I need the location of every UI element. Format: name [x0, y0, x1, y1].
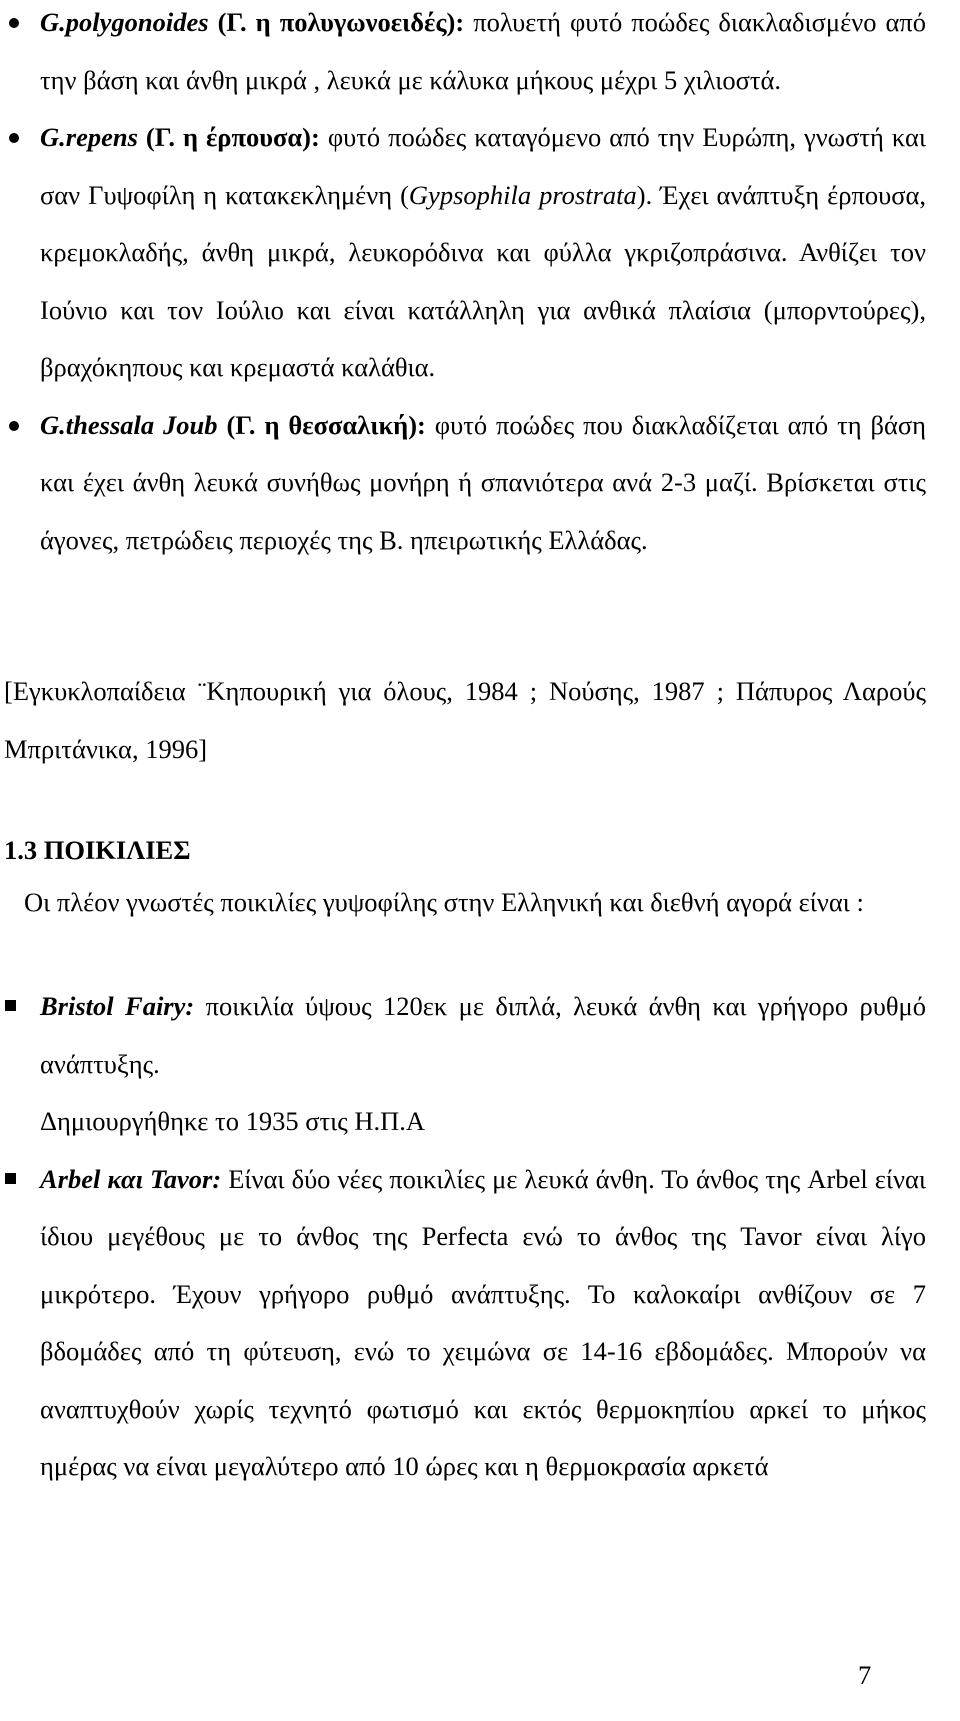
bullet-icon [9, 133, 19, 143]
species-description: φυτό ποώδες που διακλαδίζεται από τη βάση και έχει άνθη λευκά συνήθως μονήρη ή σπανιότερα ανά 2-3 μαζί. Βρίσκεται στις άγονες, πετρώδεις περιοχές της Β. ηπειρωτικής Ελλάδας. [40, 409, 927, 555]
species-name: G.repens [40, 122, 138, 152]
variety-description: ποικιλία ύψους 120εκ με διπλά, λευκά άνθη και γρήγορο ρυθμό ανάπτυξης. [40, 991, 927, 1079]
species-item-polygonoides [40, 0, 926, 109]
bullet-icon [9, 421, 19, 431]
references: [Εγκυκλοπαίδεια ¨Κηπουρική για όλους, 1984 ; Νούσης, 1987 ; Πάπυρος Λαρούς Μπριτάνικα, 1996] [4, 676, 926, 764]
species-list [40, 0, 926, 569]
variety-description: Είναι δύο νέες ποικιλίες με λευκά άνθη. Το άνθος της Arbel είναι ίδιου μεγέθους με το άνθος της Perfecta ενώ το άνθος της Tavor είναι λίγο μικρότερο. Έχουν γρήγορο ρυθμό ανάπτυξης. Το καλοκαίρι ανθίζουν σε 7 βδομάδες από τη φύτευση, ενώ το χειμώνα σε 14-16 εβδομάδες. Μπορούν να αναπτυχθούν χωρίς τεχνητό φωτισμό και εκτός θερμοκηπίου αρκεί το μήκος ημέρας να είναι μεγαλύτερο από 10 ώρες και η θερμοκρασία αρκετά [40, 1163, 926, 1481]
variety-name: Arbel και Tavor: [40, 1163, 222, 1194]
variety-list [40, 978, 926, 1496]
variety-name: Bristol Fairy: [40, 991, 195, 1021]
species-common-name: (Γ. η πολυγωνοειδές): [217, 7, 465, 37]
species-common-name: (Γ. η θεσσαλική): [226, 409, 426, 440]
section-heading: 1.3 ΠΟΙΚΙΛΙΕΣ [4, 835, 191, 865]
page-number: 7 [858, 1660, 872, 1690]
species-name: G.thessala Joub [40, 409, 218, 440]
variety-item-arbel-tavor [40, 1151, 926, 1496]
bullet-icon [9, 18, 19, 28]
variety-item-bristol-fairy [40, 978, 926, 1093]
species-synonym: Gypsophila prostrata [408, 179, 637, 210]
species-item-thessala [40, 397, 926, 570]
species-description-cont: ). Έχει ανάπτυξη έρπουσα, κρεμοκλαδής, άνθη μικρά, λευκορόδινα και φύλλα γκριζοπράσινα. Ανθίζει τον Ιούνιο και τον Ιούλιο και είναι κατάλληλη για ανθικά πλαίσια (μπορντούρες), βραχόκηπους και κρεμαστά καλάθια. [40, 179, 926, 382]
species-common-name: (Γ. η έρπουσα): [145, 122, 320, 152]
square-bullet-icon [5, 1000, 16, 1011]
species-name: G.polygonoides [40, 7, 209, 37]
species-description: πολυετή φυτό ποώδες διακλαδισμένο από την βάση και άνθη μικρά , λευκά με κάλυκα μήκους μέχρι 5 χιλιοστά. [40, 7, 926, 95]
variety-note: Δημιουργήθηκε το 1935 στις Η.Π.Α [40, 1106, 426, 1136]
square-bullet-icon [5, 1173, 16, 1184]
species-description: φυτό ποώδες καταγόμενο από την Ευρώπη, γνωστή και σαν Γυψοφίλη η κατακεκλημένη ( [40, 122, 927, 210]
section-intro: Οι πλέον γνωστές ποικιλίες γυψοφίλης στην Ελληνική και διεθνή αγορά είναι : [24, 887, 864, 917]
species-item-repens [40, 109, 926, 397]
